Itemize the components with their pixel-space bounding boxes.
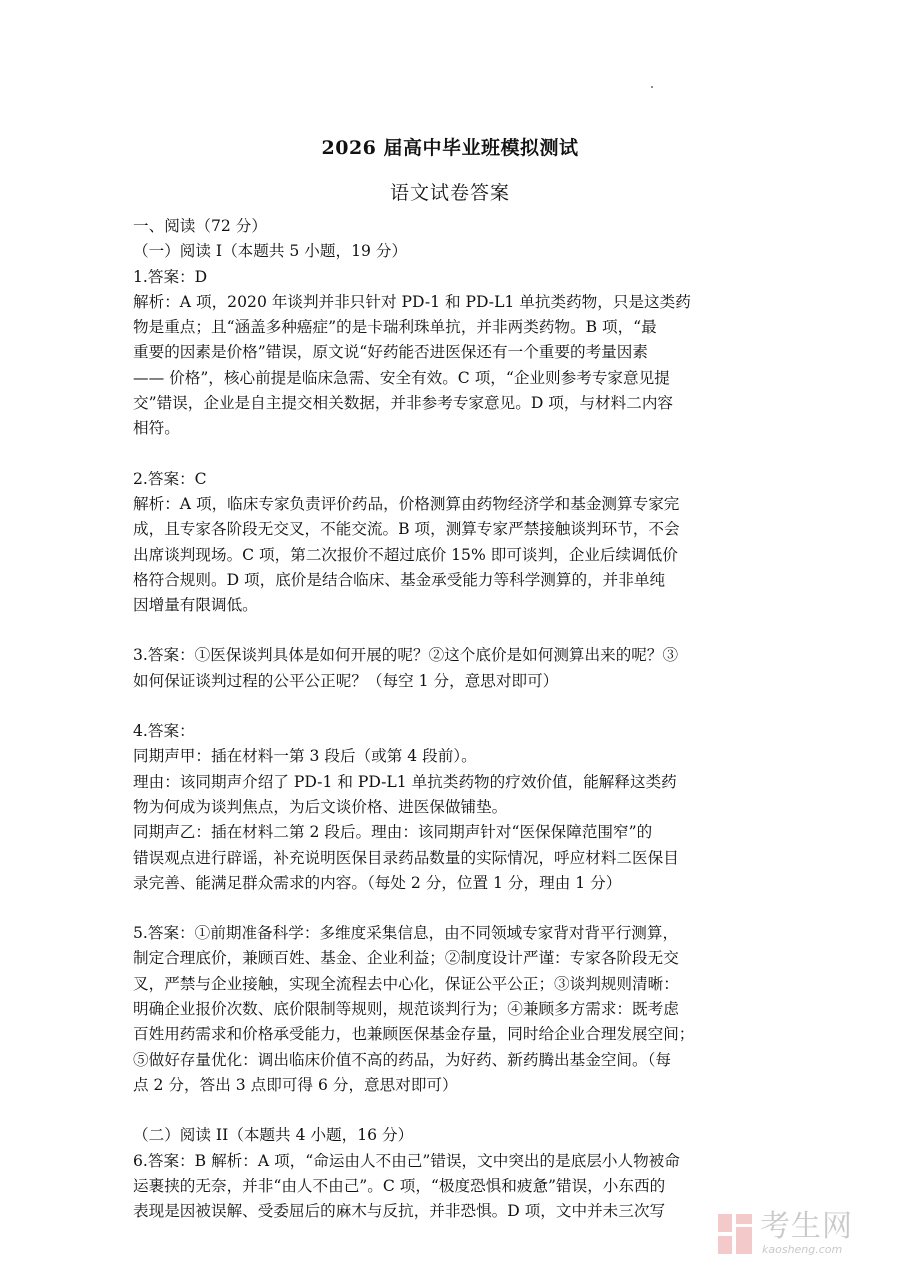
text-line: 制定合理底价，兼顾百姓、基金、企业利益；②制度设计严谨：专家各阶段无交: [133, 949, 679, 968]
text-line: 解析：A 项，2020 年谈判并非只针对 PD-1 和 PD-L1 单抗类药物，只是这类药: [133, 292, 691, 311]
paragraph-gap: [133, 618, 763, 643]
text-line: 物是重点；且“涵盖多种癌症”的是卡瑞利珠单抗，并非两类药物。B 项，“最: [133, 318, 657, 337]
site-watermark: [716, 1205, 886, 1263]
text-line: 3.答案：①医保谈判具体是如何开展的呢？②这个底价是如何测算出来的呢？③: [133, 646, 679, 665]
paragraph-gap: [133, 442, 763, 467]
text-line: 解析：A 项，临床专家负责评价药品，价格测算由药物经济学和基金测算专家完: [133, 494, 680, 513]
watermark-name: 考生网: [760, 1209, 853, 1244]
text-line: 物为何成为谈判焦点，为后文谈价格、进医保做铺垫。: [133, 797, 508, 816]
text-line: 成，且专家各阶段无交叉，不能交流。B 项，测算专家严禁接触谈判环节，不会: [133, 520, 680, 539]
text-line: （二）阅读 II（本题共 4 小题，16 分）: [133, 1126, 414, 1145]
text-line: 重要的因素是价格”错误，原文说“好药能否进医保还有一个重要的考量因素: [133, 343, 648, 362]
text-line: 相符。: [133, 419, 180, 438]
text-line: 同期声乙：插在材料二第 2 段后。理由：该同期声针对“医保保障范围窄”的: [133, 823, 653, 842]
text-line: —— 价格”，核心前提是临床急需、安全有效。C 项，“企业则参考专家意见提: [133, 368, 670, 387]
text-line: 百姓用药需求和价格承受能力，也兼顾医保基金存量，同时给企业合理发展空间；: [133, 1025, 695, 1044]
paragraph-gap: [133, 896, 763, 921]
text-line: 理由：该同期声介绍了 PD-1 和 PD-L1 单抗类药物的疗效价值，能解释这类药: [133, 772, 677, 791]
text-line: 录完善、能满足群众需求的内容。（每处 2 分，位置 1 分，理由 1 分）: [133, 873, 622, 892]
text-line: 1.答案：D: [133, 267, 208, 286]
watermark-logo-icon: [716, 1212, 754, 1256]
text-line: ⑤做好存量优化：调出临床价值不高的药品，为好药、新药腾出基金空间。（每: [133, 1050, 671, 1069]
text-line: 叉，严禁与企业接触，实现全流程去中心化，保证公平公正；③谈判规则清晰：: [133, 974, 679, 993]
text-line: 运裹挟的无奈，并非“由人不由己”。C 项，“极度恐惧和疲惫”错误，小东西的: [133, 1176, 666, 1195]
text-line: 一、阅读（72 分）: [133, 217, 267, 235]
text-line: 5.答案：①前期准备科学：多维度采集信息，由不同领域专家背对背平行测算，: [133, 924, 679, 943]
text-line: 同期声甲：插在材料一第 3 段后（或第 4 段前）。: [133, 747, 477, 766]
text-line: 出席谈判现场。C 项，第二次报价不超过底价 15% 即可谈判，企业后续调低价: [133, 545, 678, 564]
document-subtitle: 语文试卷答案: [389, 182, 510, 204]
text-line: 格符合规则。D 项，底价是结合临床、基金承受能力等科学测算的，并非单纯: [133, 570, 666, 589]
text-line: 因增量有限调低。: [133, 596, 258, 615]
text-line: 4.答案：: [133, 722, 195, 741]
text-line: 表现是因被误解、受委屈后的麻木与反抗，并非恐惧。D 项，文中并未三次写: [133, 1202, 666, 1221]
text-line: 错误观点进行辟谣，补充说明医保目录药品数量的实际情况，呼应材料二医保目: [133, 848, 679, 867]
scan-dot: [651, 86, 653, 88]
text-line: 2.答案：C: [133, 469, 207, 488]
text-line: 6.答案：B 解析：A 项，“命运由人不由己”错误，文中突出的是底层小人物被命: [133, 1151, 680, 1170]
paragraph-gap: [133, 1098, 763, 1123]
document-title: 2026 届高中毕业班模拟测试: [321, 137, 579, 159]
paragraph-gap: [133, 694, 763, 719]
text-line: 点 2 分，答出 3 点即可得 6 分，意思对即可）: [133, 1075, 458, 1094]
text-line: 交”错误，企业是自主提交相关数据，并非参考专家意见。D 项，与材料二内容: [133, 394, 674, 413]
answer-body: [133, 214, 763, 1224]
text-line: （一）阅读 I（本题共 5 小题，19 分）: [133, 242, 408, 261]
text-line: 如何保证谈判过程的公平公正呢？（每空 1 分，意思对即可）: [133, 671, 559, 690]
text-line: 明确企业报价次数、底价限制等规则，规范谈判行为；④兼顾多方需求：既考虑: [133, 1000, 679, 1019]
watermark-url: kaosheng.com: [762, 1243, 843, 1256]
